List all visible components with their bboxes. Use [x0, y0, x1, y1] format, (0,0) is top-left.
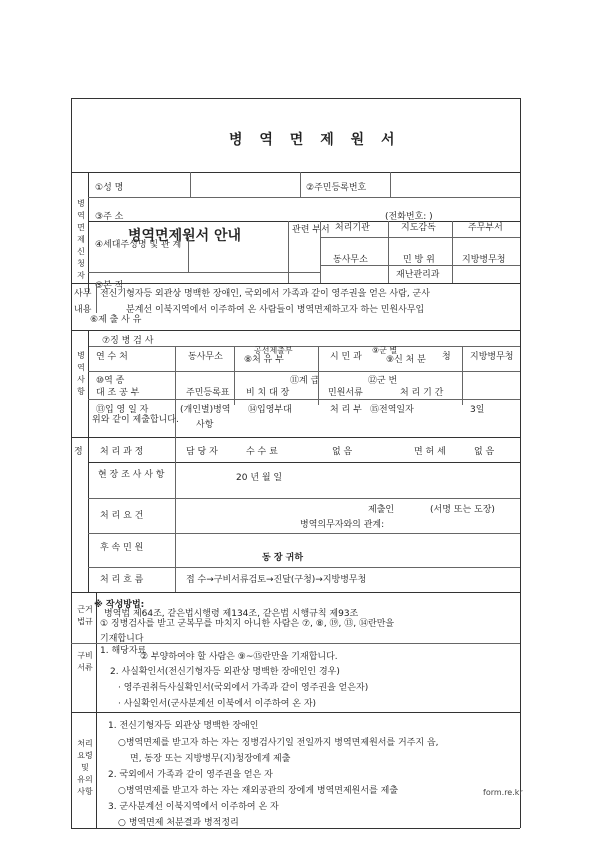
fee-cell-3: 없 음 [332, 447, 353, 457]
rule [71, 437, 520, 438]
row1-cell-4: ⑨신 처 분 [386, 355, 426, 365]
rule [71, 712, 520, 713]
procedure-5: 3. 군사분계선 이북지역에서 이주하여 온 자 [108, 802, 279, 812]
row2-cell-2: ⑫군 번 [368, 376, 398, 386]
office-3: 동사무소 [333, 255, 368, 265]
rule [175, 346, 176, 371]
overlay-row1: 공선제출부 [254, 346, 293, 355]
frame-right [520, 98, 521, 828]
overlay-intro-2: 분계선 이북지역에서 이주하여 온 사람들이 병역면제하고자 하는 민원사무입 [126, 305, 425, 315]
procedure-0: 1. 전신기형자등 외관상 명백한 장애인 [108, 721, 259, 731]
row3-cell-2: ⑭입영부대 [248, 405, 292, 415]
row1-cell-3: 시 민 과 [330, 352, 362, 362]
rule [88, 172, 89, 293]
fee-cell-5: 없 음 [474, 447, 495, 457]
watermark: form.re.kr [483, 788, 523, 797]
overlay-title: 병역면제원서 안내 [128, 228, 242, 244]
office-1: 지도감독 [401, 223, 436, 233]
rule [88, 272, 320, 273]
rule [300, 172, 301, 197]
rule [175, 462, 176, 592]
records-side-label: 정 [74, 447, 83, 457]
rule [462, 346, 463, 371]
addressee: 동 장 귀하 [262, 553, 304, 563]
office-4: 민 방 위 [403, 255, 435, 265]
office-5: 지방병무청 [462, 255, 506, 265]
row2-overlay-2: 비 치 대 장 [246, 388, 290, 398]
overlay-side-1: 사무 [74, 289, 92, 299]
overlay-row3: 3일 [470, 405, 485, 415]
phone-label: (전화번호: ) [385, 212, 433, 222]
row2-cell-1: ⑪계 급 [290, 376, 320, 386]
rule [320, 237, 520, 238]
rule [71, 283, 520, 284]
reason-label: ⑥제 출 사 유 [90, 315, 142, 325]
rule [71, 592, 520, 593]
docs-label: 구비 서류 [77, 651, 93, 672]
guide-line-3: ② 부양하여야 할 사람은 ⑨~⑮란만을 기재합니다. [140, 652, 338, 662]
sign-label: (서명 또는 도장) [430, 505, 495, 515]
procedure-6: ○ 병역면제 처분결과 병적정리 [118, 818, 239, 828]
row3-cell-1: (개인별)병역 [180, 405, 231, 415]
rule [288, 221, 289, 283]
rule [88, 462, 520, 463]
overlay-row1b: ⑨군 별 [372, 346, 398, 355]
docs-item-1: 2. 사실확인서(전신기형자등 외관상 명백한 장애인인 경우) [110, 667, 340, 677]
office-0: 처리기관 [335, 223, 370, 233]
rule [88, 221, 520, 222]
office-6: 재난관리과 [396, 270, 440, 280]
rule [320, 265, 520, 266]
fee-cell-4: 면 허 세 [414, 447, 446, 457]
rule [71, 172, 520, 173]
address-label: ③주 소 [95, 212, 124, 222]
guide-line-2: 기재합니다 [100, 634, 144, 644]
name-label: ①성 명 [95, 183, 124, 193]
guide-header: ※ 작성방법: [94, 600, 145, 610]
row3-sub: 사항 [196, 420, 214, 430]
row1-cell-2: ⑧처 유 부 [244, 355, 284, 365]
fee-cell-2: 수 수 료 [246, 447, 278, 457]
overlay-side-2: 내용 [74, 305, 92, 315]
householder-label: ④세대주성명 및 관 계 [95, 240, 182, 250]
frame-top [71, 98, 520, 99]
rule [71, 643, 520, 644]
row1-cell-1: 동사무소 [188, 352, 223, 362]
row2-overlay-3: 민원서류 [328, 388, 363, 398]
row2-overlay-0: 대 조 공 부 [96, 388, 140, 398]
rule [320, 221, 321, 283]
requirement-label: 처 리 요 건 [100, 511, 144, 521]
rule [452, 221, 453, 283]
row1-cell-5: 청 [442, 352, 451, 362]
procedure-4: ○병역면제를 받고자 하는 자는 재외공관의 장에게 병역면제원서를 제출 [118, 786, 399, 796]
guide-line-1: ① 징병검사를 받고 군복무를 마치지 아니한 사람은 ⑦, ⑧, ⑲, ⑬, ⑭란만을 [100, 619, 395, 629]
records-section-label: 병역사항 [77, 351, 85, 396]
procedure-label: 처리 요령 및 유의 사항 [77, 739, 93, 796]
legal-text: 병역법 제64조, 같은법시행령 제134조, 같은법 시행규칙 제93조 [104, 609, 359, 619]
rule [88, 197, 520, 198]
rule [88, 399, 520, 400]
rule [175, 437, 176, 462]
rule [88, 371, 520, 372]
rrn-label: ②주민등록번호 [306, 183, 367, 193]
rule [71, 330, 520, 331]
legal-label: 근거 법규 [77, 605, 93, 626]
followup-label: 후 속 민 원 [100, 543, 144, 553]
rule [388, 221, 389, 283]
office-2: 주무부서 [468, 223, 503, 233]
flow: 접 수→구비서류검토→진달(구청)→지방병무청 [186, 575, 367, 585]
rule [88, 498, 520, 499]
rule [390, 172, 391, 197]
rule [188, 237, 189, 272]
rule [96, 283, 97, 313]
rule [88, 330, 89, 437]
submitter-label: 제출인 [368, 505, 395, 515]
rule [96, 592, 97, 828]
records-note: 위와 같이 제출합니다. [92, 415, 179, 425]
form-title: 병 역 면 제 원 서 [229, 132, 401, 148]
rule [88, 437, 89, 592]
procedure-1: ○병역면제를 받고자 하는 자는 징병검사기일 전일까지 병역면제원서를 거주지 읍, [118, 738, 439, 748]
row2-overlay-1: 주민등록표 [186, 388, 230, 398]
row3-cell-0: ⑬입 영 일 자 [96, 405, 149, 415]
applicant-section-label: 병역 면제 신청자 [77, 199, 85, 280]
rule [234, 346, 235, 371]
fee-cell-0: 처 리 과 정 [100, 447, 144, 457]
docs-item-0: 1. 해당자료 [100, 646, 147, 656]
row1-cell-0: 연 수 처 [96, 352, 128, 362]
flow-label: 처 리 흐 름 [100, 575, 144, 585]
rule [190, 172, 191, 197]
row2-cell-0: ⑩역 종 [96, 376, 125, 386]
procedure-2: 면, 동장 또는 지방병무(지)청장에게 제출 [130, 754, 291, 764]
overlay-intro: 전신기형자등 외관상 명백한 장애인, 국외에서 가족과 같이 영주권을 얻은 사람, 군사 [100, 289, 430, 299]
rule [88, 346, 520, 347]
relation-label: 관련 부서 [292, 225, 330, 235]
row1-cell-6: 지방병무청 [470, 352, 514, 362]
misc-label: ⑤본 적 [95, 281, 124, 291]
row2-overlay-4: 처 리 기 간 [400, 388, 444, 398]
row3-cell-4: ⑮전역일자 [370, 405, 414, 415]
rule [88, 567, 520, 568]
exam-label: ⑦징 병 검 사 [102, 336, 154, 346]
docs-item-3: · 사실확인서(군사분계선 이북에서 이주하여 온 자) [118, 699, 317, 709]
rule [318, 346, 319, 371]
docs-item-2: · 영주권취득사실확인서(국외에서 가족과 같이 영주권을 얻은자) [118, 683, 369, 693]
rule [88, 533, 520, 534]
site-survey-label: 현 장 조 사 사 항 [98, 470, 165, 480]
procedure-3: 2. 국외에서 가족과 같이 영주권을 얻은 자 [108, 770, 273, 780]
row3-cell-3: 처 리 부 [330, 405, 362, 415]
fee-cell-1: 담 당 자 [186, 447, 218, 457]
frame-left [71, 98, 72, 828]
rule [175, 371, 176, 437]
date-line: 20 년 월 일 [236, 473, 283, 483]
relation-to-person: 병역의무자와의 관계: [300, 520, 385, 530]
